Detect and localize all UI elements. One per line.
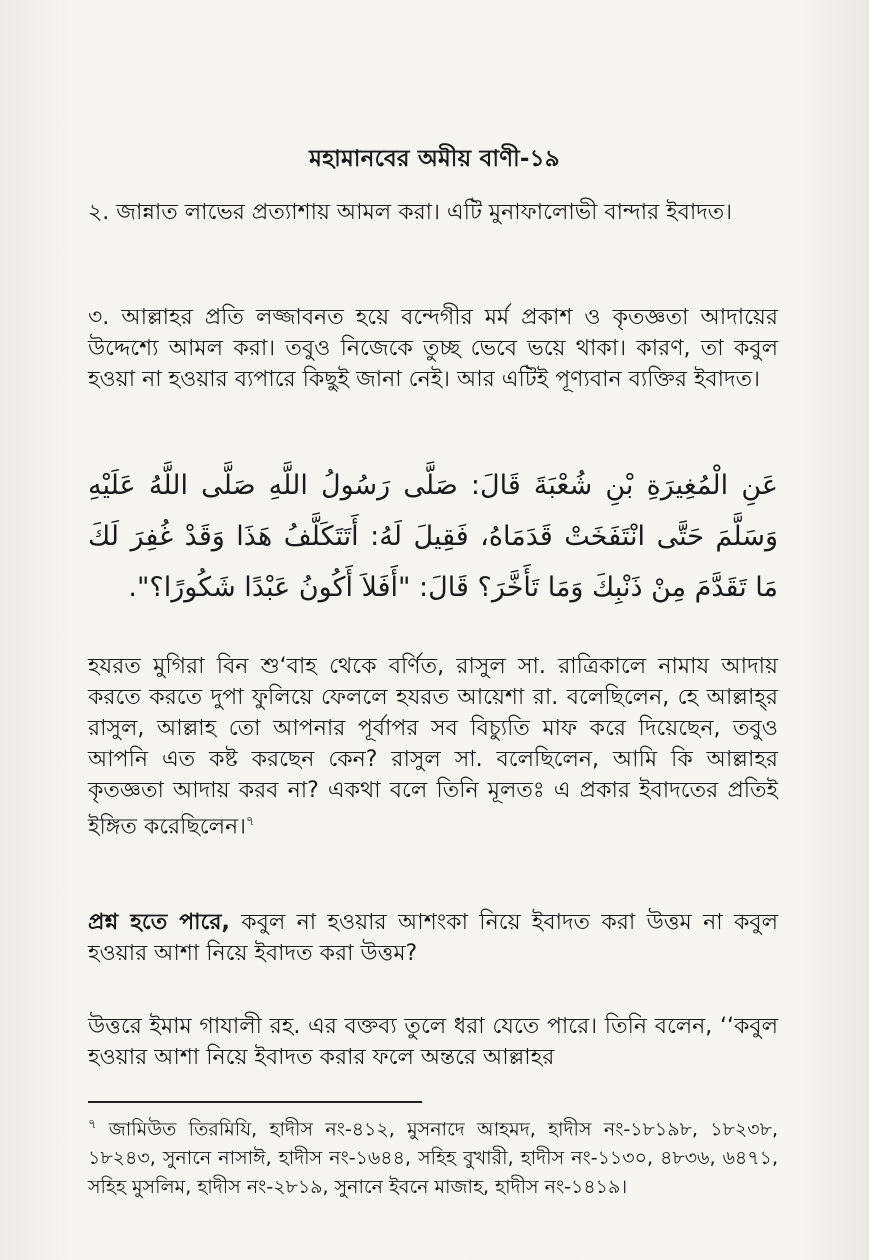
footnote-reference: ৭ xyxy=(246,814,255,829)
translation-text: হযরত মুগিরা বিন শু‘বাহ থেকে বর্ণিত, রাসুল সা. রাত্রিকালে নামায আদায় করতে করতে দুপা ফুলিয়ে ফেললে হযরত আয়েশা রা. বলেছিলেন, হে আল্লাহ্‌র রাসুল, আল্লাহ তো আপনার পূর্বাপর সব বিচ্যুতি মাফ করে দিয়েছেন, তবুও আপনি এত কষ্ট করছেন কেন? রাসুল সা. বলেছিলেন, আমি কি আল্লাহর কৃতজ্ঞতা আদায় করব না? একথা বলে তিনি মূলতঃ এ প্রকার ইবাদতের প্রতিই ইঙ্গিত করেছিলেন। xyxy=(88,654,778,840)
hadith-translation xyxy=(88,651,778,842)
answer-paragraph: উত্তরে ইমাম গাযালী রহ. এর বক্তব্য তুলে ধরা যেতে পারে। তিনি বলেন, ‘‘কবুল হওয়ার আশা নিয়ে ইবাদত করার ফলে অন্তরে আল্লাহর xyxy=(88,1014,778,1070)
question-text: কবুল না হওয়ার আশংকা নিয়ে ইবাদত করা উত্তম না কবুল হওয়ার আশা নিয়ে ইবাদত করা উত্তম? xyxy=(88,910,778,966)
page-title: মহামানবের অমীয় বাণী-১৯ xyxy=(309,146,560,172)
footnote-divider xyxy=(88,1101,422,1103)
footnote xyxy=(88,1110,778,1202)
paragraph-2: ২. জান্নাত লাভের প্রত্যাশায় আমল করা। এটি মুনাফালোভী বান্দার ইবাদত। xyxy=(88,200,733,225)
paragraph-3: ৩. আল্লাহর প্রতি লজ্জাবনত হয়ে বন্দেগীর মর্ম প্রকাশ ও কৃতজ্ঞতা আদায়ের উদ্দেশ্যে আমল করা। তবুও নিজেকে তুচ্ছ ভেবে ভয়ে থাকা। কারণ, তা কবুল হওয়া না হওয়ার ব্যপারে কিছুই জানা নেই। আর এটিই পূণ্যবান ব্যক্তির ইবাদত। xyxy=(88,305,778,392)
footnote-number: ৭ xyxy=(88,1117,97,1132)
arabic-hadith: عَنِ الْمُغِيرَةِ بْنِ شُعْبَةَ قَالَ: صَلَّى رَسُولُ اللَّهِ صَلَّى اللَّهُ عَلَيْهِ وَسَلَّمَ حَتَّى انْتَفَخَتْ قَدَمَاهُ، فَقِيلَ لَهُ: أَتَتَكَلَّفُ هَذَا وَقَدْ غُفِرَ لَكَ مَا تَقَدَّمَ مِنْ ذَنْبِكَ وَمَا تَأَخَّرَ؟ قَالَ: "أَفَلاَ أَكُونُ عَبْدًا شَكُورًا؟". xyxy=(88,470,778,603)
question-lead: প্রশ্ন হতে পারে, xyxy=(88,910,230,935)
question-paragraph xyxy=(88,907,778,969)
footnote-text: জামিউত তিরমিযি, হাদীস নং-৪১২, মুসনাদে আহমদ, হাদীস নং-১৮১৯৮, ১৮২৩৮, ১৮২৪৩, সুনানে নাসাঈ, হাদীস নং-১৬৪৪, সহিহ বুখারী, হাদীস নং-১১৩০, ৪৮৩৬, ৬৪৭১, সহিহ মুসলিম, হাদীস নং-২৮১৯, সুনানে ইবনে মাজাহ, হাদীস নং-১৪১৯। xyxy=(88,1118,778,1199)
